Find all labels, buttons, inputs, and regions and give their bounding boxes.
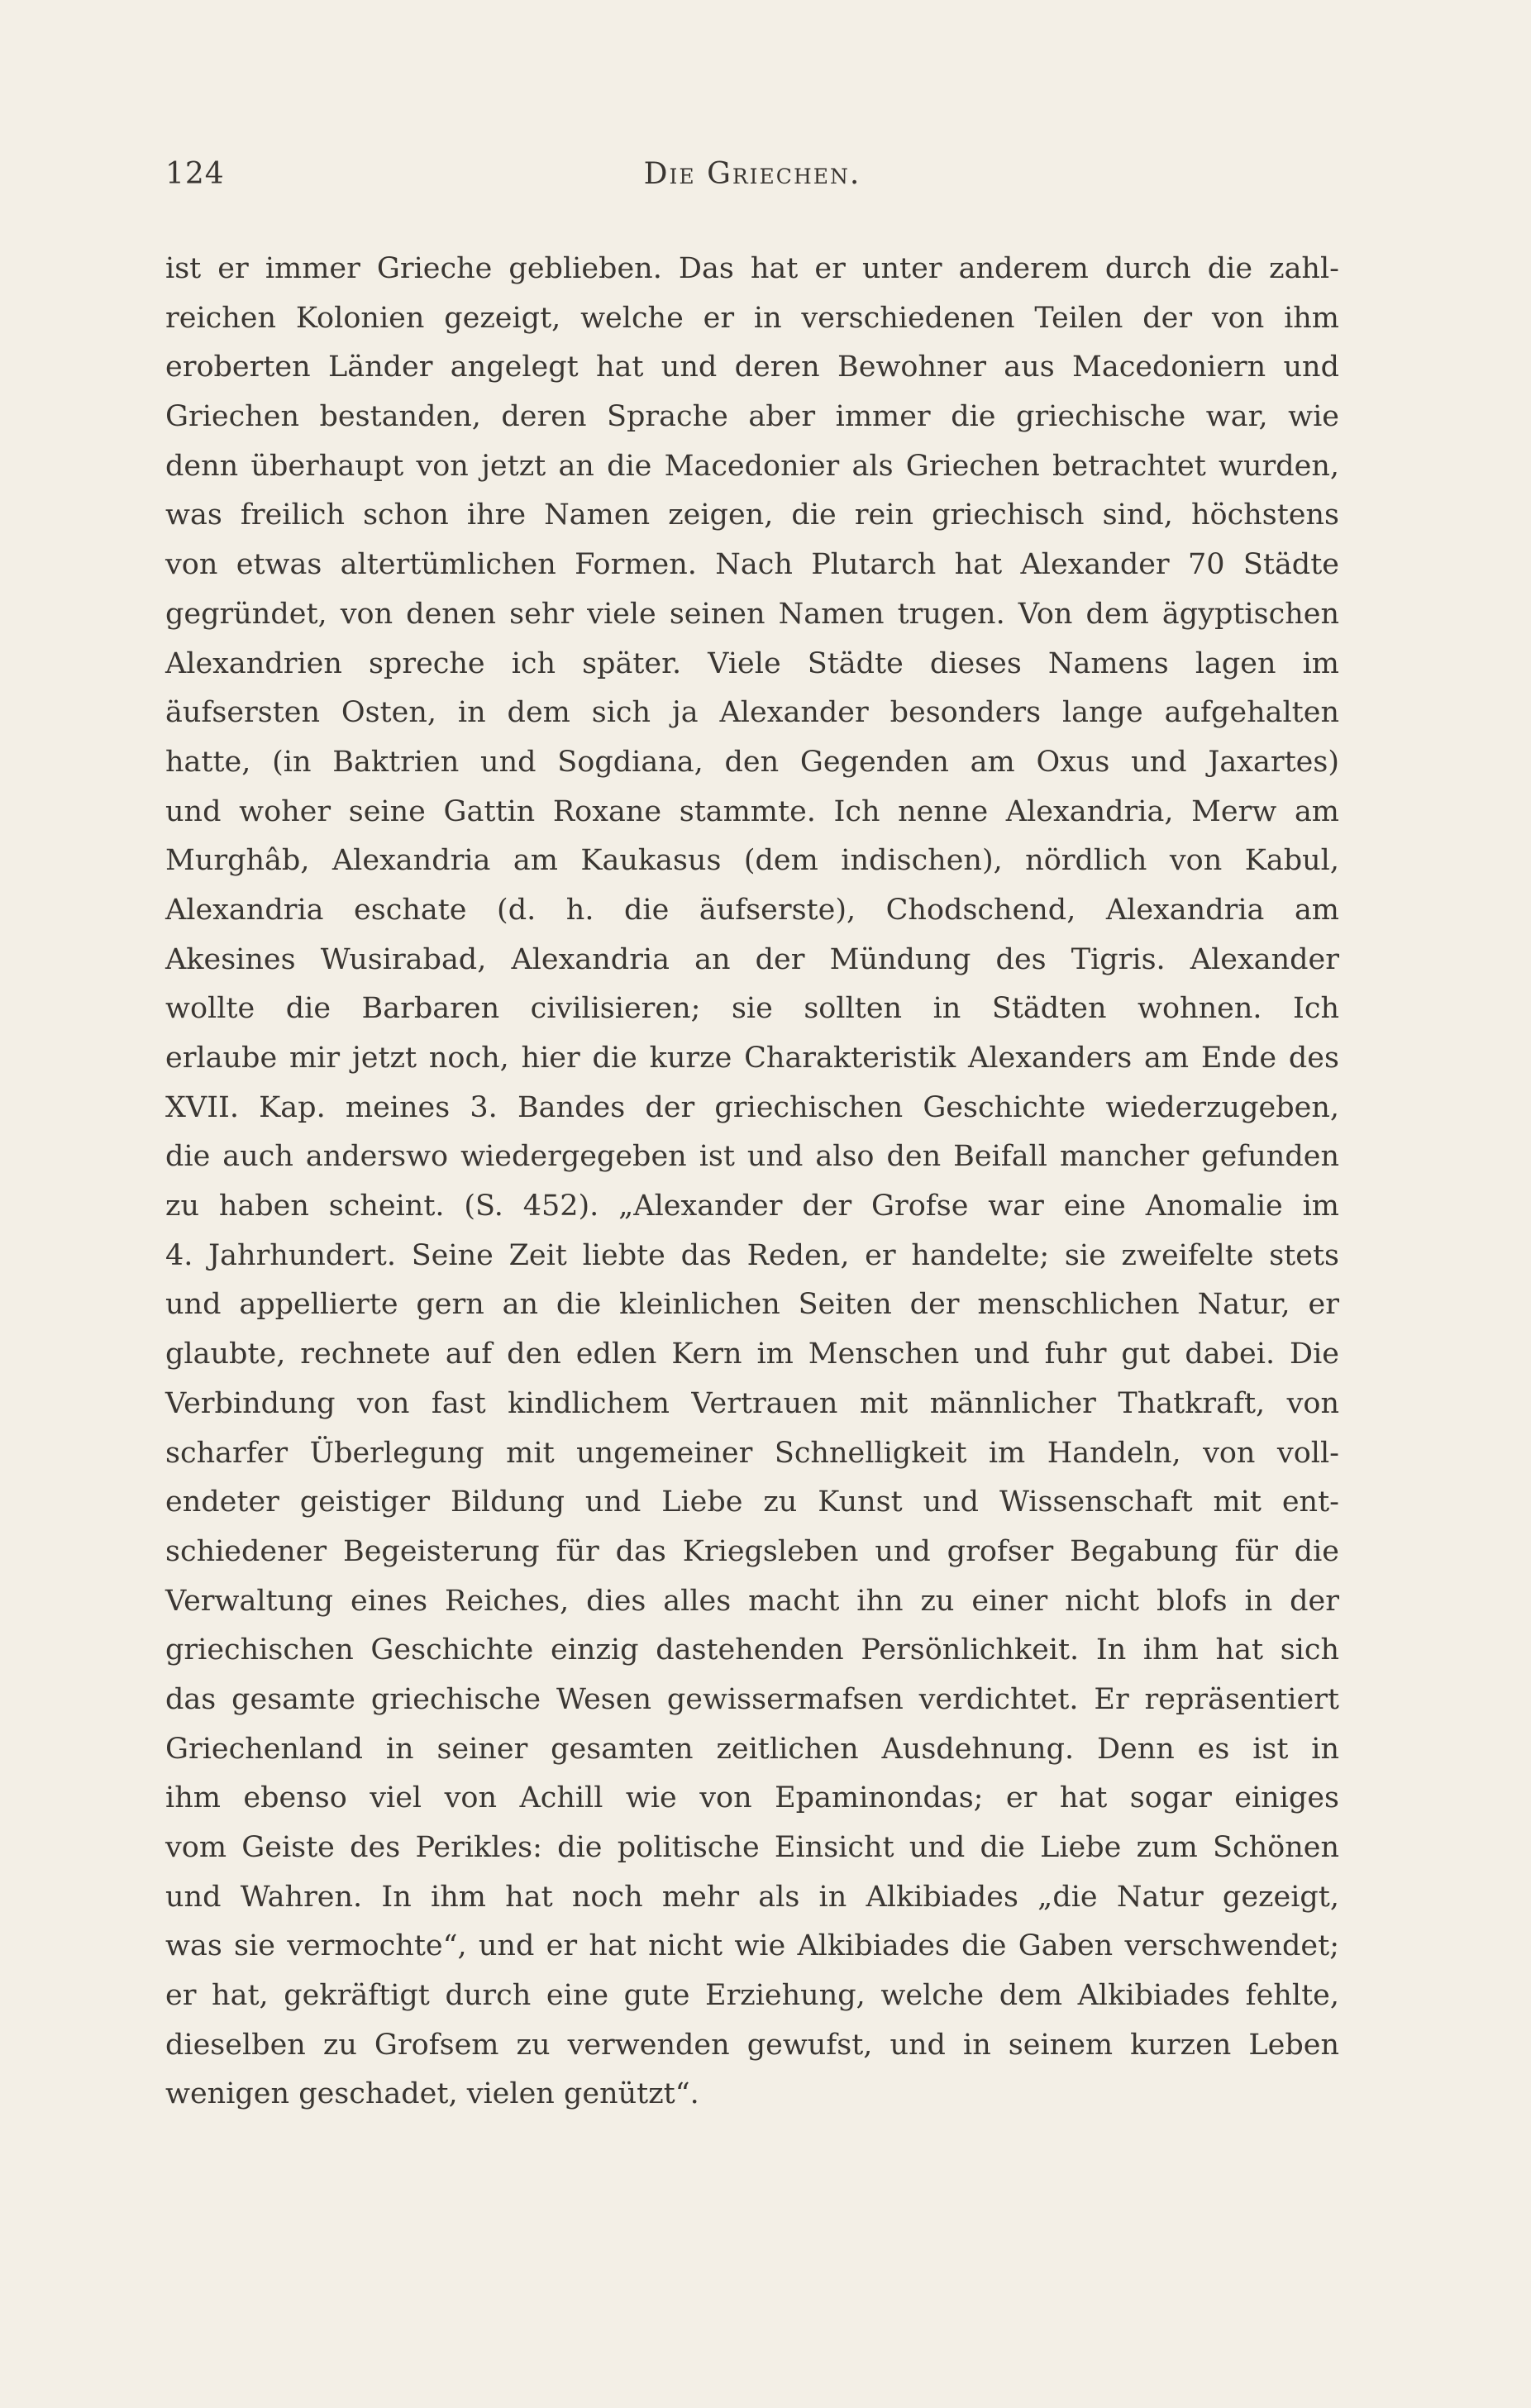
text-line: erlaube mir jetzt noch, hier die kurze Charakteristik Alexanders am Ende des bbox=[165, 1042, 1339, 1075]
text-line: vom Geiste des Perikles: die politische Einsicht und die Liebe zum Schönen bbox=[165, 1831, 1339, 1864]
text-line: Alexandrien spreche ich später. Viele Städte dieses Namens lagen im bbox=[165, 646, 1339, 680]
text-line: griechischen Geschichte einzig dastehenden Persönlichkeit. In ihm hat sich bbox=[165, 1633, 1339, 1667]
text-line: und woher seine Gattin Roxane stammte. Ich nenne Alexandria, Merw am bbox=[165, 794, 1339, 828]
text-line: endeter geistiger Bildung und Liebe zu Kunst und Wissenschaft mit ent- bbox=[165, 1485, 1339, 1519]
text-line: denn überhaupt von jetzt an die Macedonier als Griechen betrachtet wurden, bbox=[165, 449, 1339, 483]
text-line: das gesamte griechische Wesen gewissermafsen verdichtet. Er repräsentiert bbox=[165, 1682, 1339, 1716]
text-line: Alexandria eschate (d. h. die äufserste), Chodschend, Alexandria am bbox=[165, 893, 1339, 927]
text-line: ihm ebenso viel von Achill wie von Epaminondas; er hat sogar einiges bbox=[165, 1781, 1339, 1815]
text-line: von etwas altertümlichen Formen. Nach Plutarch hat Alexander 70 Städte bbox=[165, 548, 1339, 582]
page-number: 124 bbox=[165, 157, 225, 191]
text-line: wenigen geschadet, vielen genützt“. bbox=[165, 2077, 699, 2111]
text-line: und Wahren. In ihm hat noch mehr als in Alkibiades „die Natur gezeigt, bbox=[165, 1880, 1339, 1914]
text-line: 4. Jahrhundert. Seine Zeit liebte das Reden, er handelte; sie zweifelte stets bbox=[165, 1238, 1339, 1272]
text-line: wollte die Barbaren civilisieren; sie sollten in Städten wohnen. Ich bbox=[165, 992, 1339, 1026]
text-line: Verbindung von fast kindlichem Vertrauen mit männlicher Thatkraft, von bbox=[165, 1386, 1339, 1420]
text-line: XVII. Kap. meines 3. Bandes der griechischen Geschichte wiederzugeben, bbox=[165, 1090, 1339, 1124]
text-line: schiedener Begeisterung für das Kriegsleben und grofser Begabung für die bbox=[165, 1534, 1339, 1568]
text-line: gegründet, von denen sehr viele seinen Namen trugen. Von dem ägyptischen bbox=[165, 597, 1339, 631]
page-header bbox=[165, 157, 1339, 207]
text-line: glaubte, rechnete auf den edlen Kern im Menschen und fuhr gut dabei. Die bbox=[165, 1338, 1339, 1371]
text-line: Murghâb, Alexandria am Kaukasus (dem indischen), nördlich von Kabul, bbox=[165, 844, 1339, 878]
text-line: Verwaltung eines Reiches, dies alles macht ihn zu einer nicht blofs in der bbox=[165, 1584, 1339, 1618]
text-line: er hat, gekräftigt durch eine gute Erziehung, welche dem Alkibiades fehlte, bbox=[165, 1979, 1339, 2013]
text-line: eroberten Länder angelegt hat und deren Bewohner aus Macedoniern und bbox=[165, 350, 1339, 384]
text-line: und appellierte gern an die kleinlichen Seiten der menschlichen Natur, er bbox=[165, 1288, 1339, 1322]
text-line: dieselben zu Grofsem zu verwenden gewufst, und in seinem kurzen Leben bbox=[165, 2028, 1339, 2062]
text-line: reichen Kolonien gezeigt, welche er in verschiedenen Teilen der von ihm bbox=[165, 301, 1339, 335]
text-line: hatte, (in Baktrien und Sogdiana, den Gegenden am Oxus und Jaxartes) bbox=[165, 745, 1339, 779]
text-line: Griechen bestanden, deren Sprache aber immer die griechische war, wie bbox=[165, 400, 1339, 434]
text-line: äufsersten Osten, in dem sich ja Alexander besonders lange aufgehalten bbox=[165, 696, 1339, 730]
text-line: scharfer Überlegung mit ungemeiner Schnelligkeit im Handeln, von voll- bbox=[165, 1436, 1339, 1470]
text-line: was sie vermochte“, und er hat nicht wie Alkibiades die Gaben verschwendet; bbox=[165, 1929, 1339, 1963]
text-line: die auch anderswo wiedergegeben ist und also den Beifall mancher gefunden bbox=[165, 1140, 1339, 1174]
running-title: Die Griechen. bbox=[643, 157, 861, 191]
text-line: Griechenland in seiner gesamten zeitlichen Ausdehnung. Denn es ist in bbox=[165, 1732, 1339, 1766]
body-text bbox=[165, 245, 1339, 2120]
text-line: Akesines Wusirabad, Alexandria an der Mündung des Tigris. Alexander bbox=[165, 942, 1339, 976]
text-line: ist er immer Grieche geblieben. Das hat er unter anderem durch die zahl- bbox=[165, 252, 1339, 285]
text-line: zu haben scheint. (S. 452). „Alexander der Grofse war eine Anomalie im bbox=[165, 1190, 1339, 1223]
text-line: was freilich schon ihre Namen zeigen, die rein griechisch sind, höchstens bbox=[165, 498, 1339, 532]
